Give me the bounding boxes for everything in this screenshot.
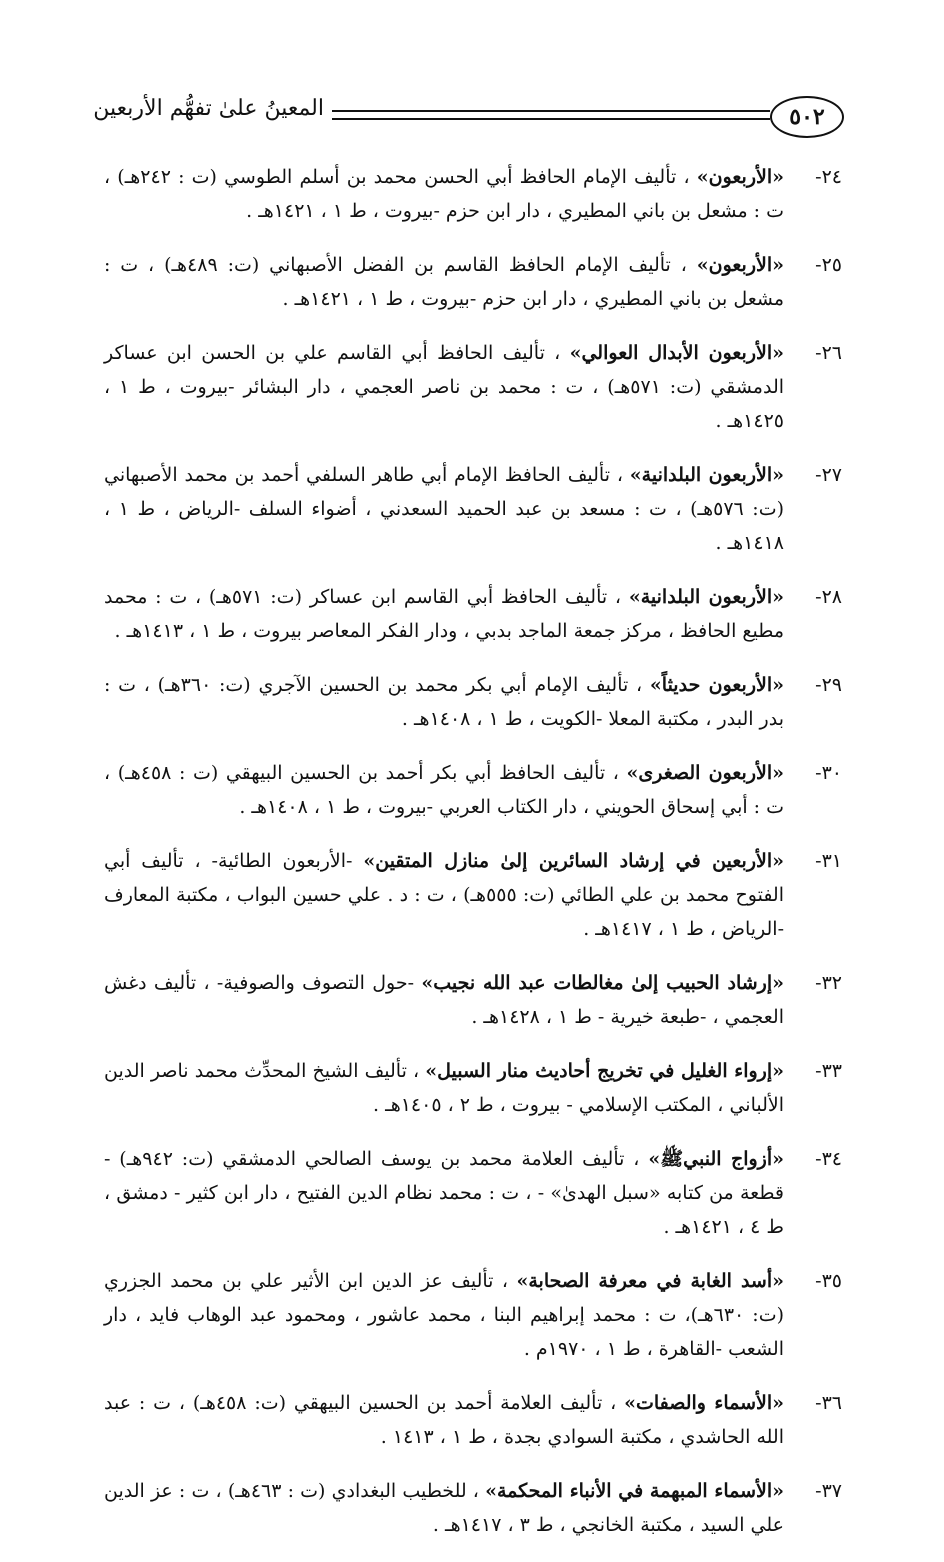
entry-title: «الأربعون البلدانية»	[629, 464, 784, 486]
header-rule	[332, 110, 770, 120]
entry-number: ٢٨-	[815, 586, 842, 608]
bibliography-entry	[104, 1264, 842, 1366]
bibliography-entry	[104, 248, 842, 316]
entry-body	[104, 668, 784, 736]
bibliography-entry	[104, 1474, 842, 1542]
entry-body	[104, 248, 784, 316]
entry-text: -حول التصوف والصوفية- ، تأليف دغش العجمي ، -طبعة خيرية - ط ١ ، ١٤٢٨هـ .	[104, 972, 784, 1028]
entry-number: ٣٢-	[815, 972, 842, 994]
entry-body	[104, 336, 784, 438]
page-header	[93, 92, 844, 142]
entry-number: ٢٥-	[815, 254, 842, 276]
entry-title: «الأربعون البلدانية»	[628, 586, 784, 608]
entry-body	[104, 1386, 784, 1454]
entry-body	[104, 1474, 784, 1542]
entry-number: ٣٥-	[815, 1270, 842, 1292]
entry-number: ٢٤-	[815, 166, 842, 188]
entry-text: ، تأليف الإمام الحافظ أبي الحسن محمد بن أسلم الطوسي (ت : ٢٤٢هـ) ، ت : مشعل بن باني المطيري ، دار ابن حزم -بيروت ، ط ١ ، ١٤٢١هـ .	[104, 166, 784, 222]
entry-body	[104, 458, 784, 560]
entry-text: ، تأليف الشيخ المحدِّث محمد ناصر الدين الألباني ، المكتب الإسلامي - بيروت ، ط ٢ ، ١٤٠٥هـ .	[104, 1060, 784, 1116]
bibliography-entry	[104, 580, 842, 648]
entry-text: ، تأليف الحافظ أبي القاسم علي بن الحسن ابن عساكر الدمشقي (ت: ٥٧١هـ) ، ت : محمد بن ناصر العجمي ، دار البشائر -بيروت ، ط ١ ، ١٤٢٥هـ .	[104, 342, 785, 432]
entry-title: «الأربعون»	[696, 166, 785, 188]
entry-body	[104, 756, 784, 824]
entry-title: «الأربعون الأبدال العوالي»	[569, 342, 785, 364]
bibliography-entry	[104, 458, 842, 560]
entry-title: «أزواج النبيﷺ»	[648, 1148, 784, 1170]
bibliography-entry	[104, 336, 842, 438]
entry-body	[104, 1264, 784, 1366]
entry-title: «الأسماء والصفات»	[624, 1392, 784, 1414]
bibliography-entry	[104, 844, 842, 946]
entry-number: ٣٠-	[815, 762, 842, 784]
running-title: المعينُ علىٰ تفهُّم الأربعين	[93, 96, 324, 121]
bibliography-entry	[104, 1386, 842, 1454]
bibliography-entry	[104, 160, 842, 228]
bibliography-entry	[104, 756, 842, 824]
entry-number: ٣٣-	[815, 1060, 842, 1082]
entry-title: «إرشاد الحبيب إلىٰ مغالطات عبد الله نجيب»	[421, 972, 784, 994]
entry-text: ، تأليف الحافظ أبي بكر أحمد بن الحسين البيهقي (ت : ٤٥٨هـ) ، ت : أبي إسحاق الحويني ، دار الكتاب العربي -بيروت ، ط ١ ، ١٤٠٨هـ .	[104, 762, 784, 818]
entry-body	[104, 580, 784, 648]
page-number: ٥٠٢	[770, 96, 844, 138]
entry-text: ، للخطيب البغدادي (ت : ٤٦٣هـ) ، ت : عز الدين علي السيد ، مكتبة الخانجي ، ط ٣ ، ١٤١٧هـ .	[104, 1480, 784, 1536]
entry-body	[104, 160, 784, 228]
entry-text: ، تأليف العلامة محمد بن يوسف الصالحي الدمشقي (ت: ٩٤٢هـ) - قطعة من كتابه «سبل الهدىٰ» - ، ت : محمد نظام الدين الفتيح ، دار ابن كثير - دمشق ، ط ٤ ، ١٤٢١هـ .	[104, 1148, 784, 1238]
entry-title: «الأربعين في إرشاد السائرين إلىٰ منازل المتقين»	[363, 850, 784, 872]
entry-text: ، تأليف الحافظ الإمام أبي طاهر السلفي أحمد بن محمد الأصبهاني (ت: ٥٧٦هـ) ، ت : مسعد بن عبد الحميد السعدني ، أضواء السلف -الرياض ، ط ١ ، ١٤١٨هـ .	[104, 464, 784, 554]
entry-title: «أسد الغابة في معرفة الصحابة»	[516, 1270, 785, 1292]
bibliography-entry	[104, 1142, 842, 1244]
entry-title: «الأسماء المبهمة في الأنباء المحكمة»	[485, 1480, 785, 1502]
entry-number: ٢٧-	[815, 464, 842, 486]
bibliography-entry	[104, 966, 842, 1034]
entry-text: ، تأليف العلامة أحمد بن الحسين البيهقي (ت: ٤٥٨هـ) ، ت : عبد الله الحاشدي ، مكتبة السوادي بجدة ، ط ١ ، ١٤١٣ .	[104, 1392, 784, 1448]
entry-number: ٢٦-	[815, 342, 842, 364]
entry-number: ٣٧-	[815, 1480, 842, 1502]
entry-title: «الأربعون حديثاً»	[649, 674, 785, 696]
entry-text: ، تأليف عز الدين ابن الأثير علي بن محمد الجزري (ت: ٦٣٠هـ)، ت : محمد إبراهيم البنا ، محمد عاشور ، ومحمود عبد الوهاب فايد ، دار الشعب -القاهرة ، ط ١ ، ١٩٧٠م .	[104, 1270, 784, 1360]
entry-title: «الأربعون الصغرى»	[626, 762, 784, 784]
entry-number: ٣٦-	[815, 1392, 842, 1414]
bibliography-entry	[104, 1054, 842, 1122]
entry-body	[104, 966, 784, 1034]
entry-body	[104, 844, 784, 946]
entry-text: ، تأليف الحافظ أبي القاسم ابن عساكر (ت: ٥٧١هـ) ، ت : محمد مطيع الحافظ ، مركز جمعة الماجد بدبي ، ودار الفكر المعاصر بيروت ، ط ١ ، ١٤١٣هـ .	[104, 586, 784, 642]
entry-text: ، تأليف الإمام الحافظ القاسم بن الفضل الأصبهاني (ت: ٤٨٩هـ) ، ت : مشعل بن باني المطيري ، دار ابن حزم -بيروت ، ط ١ ، ١٤٢١هـ .	[104, 254, 784, 310]
entry-body	[104, 1142, 784, 1244]
entry-title: «إرواء الغليل في تخريج أحاديث منار السبيل»	[425, 1060, 785, 1082]
entry-text: ، تأليف الإمام أبي بكر محمد بن الحسين الآجري (ت: ٣٦٠هـ) ، ت : بدر البدر ، مكتبة المعلا -الكويت ، ط ١ ، ١٤٠٨هـ .	[104, 674, 784, 730]
entry-text: -الأربعون الطائية- ، تأليف أبي الفتوح محمد بن علي الطائي (ت: ٥٥٥هـ) ، ت : د . علي حسين البواب ، مكتبة المعارف -الرياض ، ط ١ ، ١٤١٧هـ .	[104, 850, 784, 940]
entry-body	[104, 1054, 784, 1122]
entry-number: ٣٤-	[815, 1148, 842, 1170]
entry-title: «الأربعون»	[696, 254, 784, 276]
bibliography-entry	[104, 668, 842, 736]
entry-number: ٢٩-	[815, 674, 842, 696]
entry-number: ٣١-	[815, 850, 842, 872]
bibliography-list	[104, 160, 842, 1562]
